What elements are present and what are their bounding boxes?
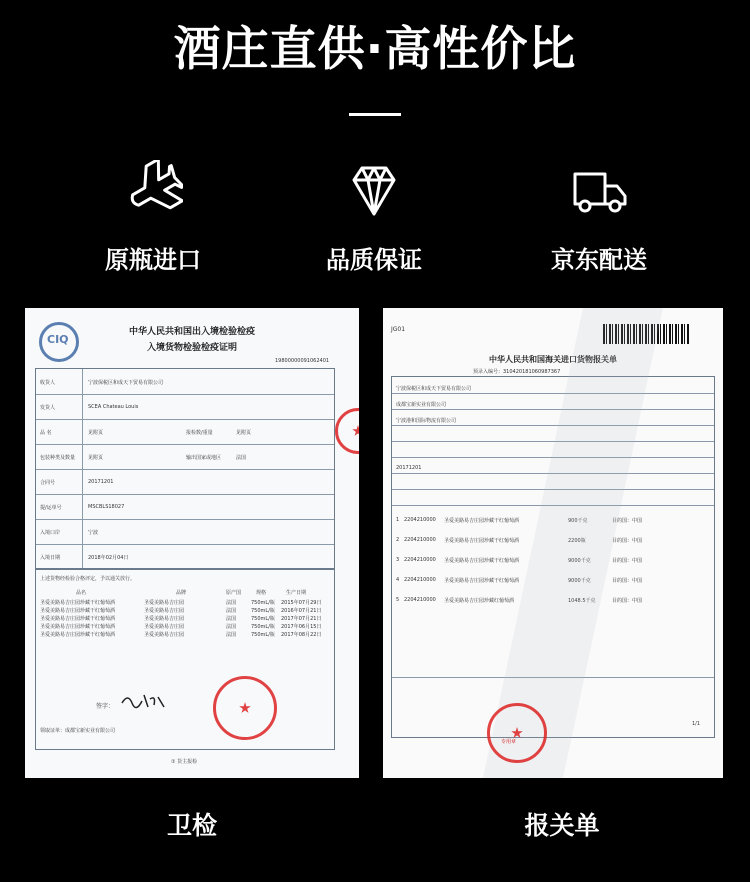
handwritten-signature: [120, 691, 166, 711]
item-qty: 1048.5千克: [568, 598, 596, 604]
item-no: 3: [396, 557, 400, 563]
list-item: 圣爱美路易吉庄园: [144, 624, 185, 630]
row-label: 品 名: [40, 430, 52, 436]
row-label: 收货人: [40, 380, 56, 386]
list-item: 法国: [226, 600, 237, 606]
row-value: MSCBLS18027: [88, 504, 125, 510]
item-code: 2204210000: [404, 557, 436, 563]
item-origin: 目的国：中国: [612, 578, 643, 584]
caption-customs: 报关单: [524, 811, 600, 840]
list-item: 圣爱美路易吉庄园珍藏干红葡萄酒: [40, 600, 116, 606]
row-label: 包装种类及数量: [40, 455, 76, 461]
ciq-logo-icon: CIQ: [39, 322, 79, 362]
page-indicator: 1/1: [692, 721, 701, 727]
inspection-certificate-image: [25, 308, 359, 778]
item-qty: 9000千克: [568, 558, 591, 564]
feature-label: 品质保证: [326, 246, 422, 274]
row-value: 宁波保税区和成天下贸易有限公司: [88, 380, 164, 386]
row-label: 合同号: [40, 480, 56, 486]
list-item: 2016年07月21日: [281, 608, 322, 614]
list-item: 圣爱美路易吉庄园: [144, 632, 185, 638]
list-item: 2015年07月29日: [281, 600, 322, 606]
item-no: 2: [396, 537, 400, 543]
list-item: 2017年06月15日: [281, 624, 322, 630]
receipt-line: 领取证单：成都宝新实业有限公司: [40, 728, 116, 734]
stamp-text: 专用章: [501, 739, 517, 745]
list-header: 原产国: [226, 590, 242, 596]
caption-inspection: 卫检: [166, 811, 217, 840]
list-item: 法国: [226, 632, 237, 638]
delivery-truck-icon: [569, 160, 629, 220]
item-origin: 目的国：中国: [612, 558, 643, 564]
list-item: 2017年07月21日: [281, 616, 322, 622]
certificate-number: 19800000091062401: [275, 358, 330, 364]
row-value: 法国: [236, 455, 247, 461]
feature-jd-delivery: [499, 160, 699, 275]
item-name: 圣爱美路易吉庄园珍藏干红葡萄酒: [444, 538, 520, 544]
certificate-table: [35, 368, 335, 570]
list-item: 750mL/瓶: [251, 600, 275, 606]
declaration-number: 预录入编号：310420181060987367: [473, 369, 561, 375]
list-item: 法国: [226, 608, 237, 614]
feature-label: 原瓶进口: [105, 246, 201, 274]
row-label: 入境口岸: [40, 530, 61, 536]
item-code: 2204210000: [404, 537, 436, 543]
item-code: 2204210000: [404, 517, 436, 523]
row-label: 提/运单号: [40, 505, 62, 511]
row-label: 入境日期: [40, 555, 61, 561]
list-item: 圣爱美路易吉庄园: [144, 616, 185, 622]
list-item: 圣爱美路易吉庄园珍藏干红葡萄酒: [40, 616, 116, 622]
list-item: 法国: [226, 616, 237, 622]
list-item: 2017年08月22日: [281, 632, 322, 638]
page-title: 酒庄直供·高性价比: [173, 22, 577, 77]
item-name: 圣爱美路易吉庄园珍藏干红葡萄酒: [444, 558, 520, 564]
item-qty: 2200瓶: [568, 538, 586, 544]
list-item: 圣爱美路易吉庄园珍藏干红葡萄酒: [40, 608, 116, 614]
row-value: 见附页: [88, 430, 104, 436]
list-item: 750mL/瓶: [251, 624, 275, 630]
item-no: 4: [396, 577, 400, 583]
list-item: 750mL/瓶: [251, 616, 275, 622]
agent-name: 宁波港和国际物流有限公司: [396, 418, 457, 424]
diamond-icon: [344, 160, 404, 220]
list-item: 法国: [226, 624, 237, 630]
row-value: 2018年02月04日: [88, 555, 129, 561]
feature-label: 京东配送: [551, 246, 647, 274]
list-header: 品牌: [176, 590, 187, 596]
row-label: 发货人: [40, 405, 56, 411]
item-name: 圣爱美路易吉庄园珍藏干红葡萄酒: [444, 518, 520, 524]
row-value: 宁波: [88, 530, 99, 536]
pass-note: 上述货物经检验合格评定，予以通关放行。: [40, 576, 136, 582]
item-code: 2204210000: [404, 597, 436, 603]
item-code: 2204210000: [404, 577, 436, 583]
item-name: 圣爱美路易吉庄园珍藏红葡萄酒: [444, 598, 515, 604]
list-header: 规格: [256, 590, 267, 596]
list-item: 圣爱美路易吉庄园珍藏干红葡萄酒: [40, 624, 116, 630]
customs-stamp: [487, 703, 547, 763]
contract-number: 20171201: [396, 465, 422, 471]
item-name: 圣爱美路易吉庄园珍藏干红葡萄酒: [444, 578, 520, 584]
item-qty: 900千克: [568, 518, 588, 524]
consignee-name: 成都宝新实业有限公司: [396, 402, 447, 408]
list-item: 750mL/瓶: [251, 632, 275, 638]
airplane-icon: [123, 160, 183, 220]
row-value: 见附页: [236, 430, 252, 436]
list-header: 品名: [76, 590, 87, 596]
customs-declaration-image: [383, 308, 723, 778]
row-value: SCEA Chateau Louis: [88, 404, 139, 410]
official-stamp: [335, 408, 359, 454]
importer-name: 宁波保税区和成天下贸易有限公司: [396, 386, 472, 392]
certificate-subtitle: 入境货物检验检疫证明: [146, 343, 237, 353]
list-item: 圣爱美路易吉庄园: [144, 600, 185, 606]
signature-label: 签字：: [96, 703, 115, 710]
row-value: 20171201: [88, 479, 114, 485]
form-code: JG01: [391, 326, 406, 333]
row-value: 见附页: [88, 455, 104, 461]
item-no: 1: [396, 517, 400, 523]
item-no: 5: [396, 597, 400, 603]
certificate-goods-list: [35, 568, 335, 750]
item-qty: 9000千克: [568, 578, 591, 584]
item-origin: 目的国：中国: [612, 598, 643, 604]
list-item: 圣爱美路易吉庄园珍藏干红葡萄酒: [40, 632, 116, 638]
row-label: 输出国家或地区: [186, 455, 222, 461]
item-origin: 目的国：中国: [612, 518, 643, 524]
declaration-title: 中华人民共和国海关进口货物报关单: [489, 355, 617, 364]
row-label: 报检数/重量: [186, 430, 213, 436]
title-underline: [349, 113, 401, 116]
certificate-title: 中华人民共和国出入境检验检疫: [128, 327, 255, 337]
certificate-footer: ① 货主报检: [171, 759, 198, 765]
feature-quality-guarantee: [274, 160, 474, 275]
list-header: 生产日期: [286, 590, 307, 596]
list-item: 750mL/瓶: [251, 608, 275, 614]
feature-original-bottle-import: [53, 160, 253, 275]
official-stamp: [213, 676, 277, 740]
list-item: 圣爱美路易吉庄园: [144, 608, 185, 614]
item-origin: 目的国：中国: [612, 538, 643, 544]
